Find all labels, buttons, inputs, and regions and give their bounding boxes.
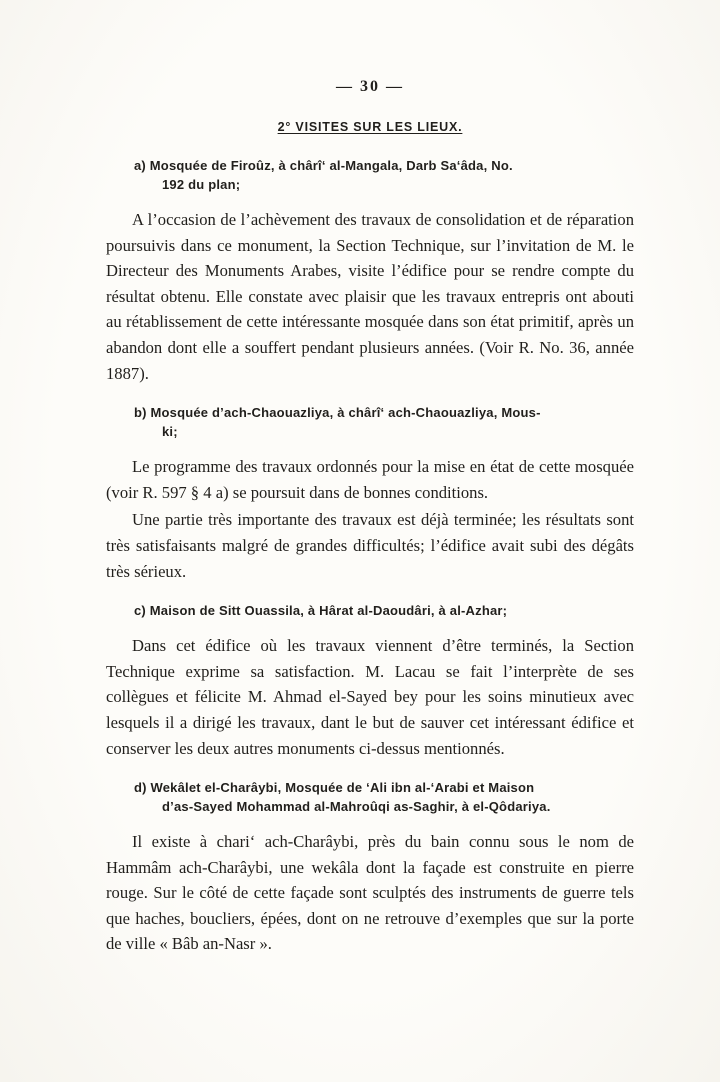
subheading-d-line-1: d) Wekâlet el-Charâybi, Mosquée de ‘Ali ibn al-‘Arabi et Maison xyxy=(134,780,535,796)
paragraph-c-1: Dans cet édifice où les travaux viennent d’être terminés, la Section Technique exprime sa satisfaction. M. Lacau se fait l’interprète de ses collègues et félicite M. Ahmad el-Sayed bey pour les soins minutieux avec lesquels il a dirigé les travaux, dant le but de sauver cet intéressant édifice et conserver les deux autres monuments ci-dessus mentionnés. xyxy=(106,636,634,758)
subheading-b-line-2: ki; xyxy=(162,424,178,440)
section-heading: 2° VISITES SUR LES LIEUX. xyxy=(277,120,463,134)
subheading-c xyxy=(134,601,634,620)
subheading-a xyxy=(134,156,634,194)
subheading-b xyxy=(134,403,634,441)
subheading-d-line-2: d’as-Sayed Mohammad al-Mahroûqi as-Saghir, à el-Qôdariya. xyxy=(162,799,551,815)
subheading-b-line-1: b) Mosquée d’ach-Chaouazliya, à chârî‘ ach-Chaouazliya, Mous- xyxy=(134,405,541,421)
paragraph-b-1: Le programme des travaux ordonnés pour la mise en état de cette mosquée (voir R. 597 § 4 a) se poursuit dans de bonnes conditions. xyxy=(106,457,634,502)
page-number: — 30 — xyxy=(336,78,404,95)
subheading-c-line-1: c) Maison de Sitt Ouassila, à Hârat al-Daoudâri, à al-Azhar; xyxy=(134,603,508,619)
paragraph-a-1: A l’occasion de l’achèvement des travaux de consolidation et de réparation poursuivis dans ce monument, la Section Technique, sur l’invitation de M. le Directeur des Monuments Arabes, visite l’édifice pour se rendre compte du résultat obtenu. Elle constate avec plaisir que les travaux entrepris ont abouti au rétablissement de cette intéressante mosquée dans son état primitif, après un abandon dont elle a souffert pendant plusieurs années. (Voir R. No. 36, année 1887). xyxy=(106,210,634,383)
paragraph-b-2: Une partie très importante des travaux est déjà terminée; les résultats sont très satisfaisants malgré de grandes difficultés; l’édifice avait subi des dégâts très sérieux. xyxy=(106,510,634,581)
subheading-a-line-2: 192 du plan; xyxy=(162,177,241,192)
subheading-d xyxy=(134,778,634,816)
paragraph-d-1: Il existe à chari‘ ach-Charâybi, près du bain connu sous le nom de Hammâm ach-Charâybi, une wekâla dont la façade est construite en pierre rouge. Sur le côté de cette façade sont sculptés des instruments de guerre tels que haches, boucliers, épées, dont on ne retrouve d’exemples que sur la porte de ville « Bâb an-Nasr ». xyxy=(106,832,634,954)
subheading-a-line-1: a) Mosquée de Firoûz, à chârî‘ al-Mangala, Darb Sa‘âda, No. xyxy=(134,158,513,173)
